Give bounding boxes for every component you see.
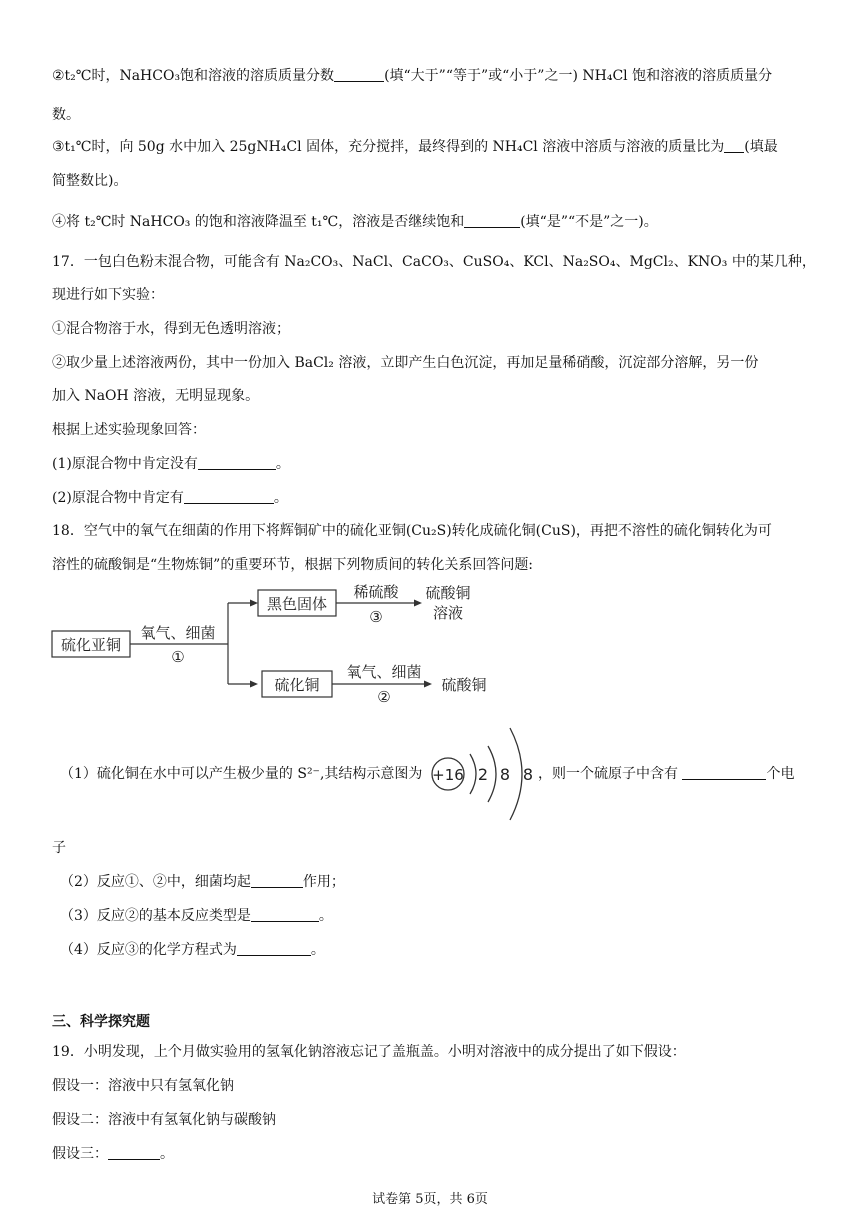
- label-product-top-1: 硫酸铜: [425, 584, 471, 602]
- q18-sub3-text-b: 。: [318, 908, 333, 924]
- label-cond2: 氧气、细菌: [346, 663, 422, 681]
- q18-sub4: [60, 940, 325, 960]
- q17-experiment-2-line1: ②取少量上述溶液两份，其中一份加入 BaCl₂ 溶液，立即产生白色沉淀，再加足量稀硝酸，沉淀部分溶解，另一份: [52, 355, 759, 371]
- arrowhead-3: [414, 600, 422, 607]
- conversion-diagram: [50, 580, 520, 710]
- q16-part3-text-b: (填最: [744, 139, 778, 155]
- q16-part3-line2: 简整数比)。: [52, 173, 128, 189]
- q18-sub1-line2: 子: [52, 840, 66, 856]
- q16-part2-text-a: ②t₂℃时，NaHCO₃饱和溶液的溶质质量分数: [52, 68, 335, 84]
- answer-blank[interactable]: [237, 941, 311, 956]
- answer-blank[interactable]: [334, 67, 384, 82]
- q18-sub1-text-c: 个电: [766, 766, 795, 782]
- shell-electrons-3: 8: [522, 765, 534, 784]
- shell-arc-2: [488, 746, 496, 802]
- q18-sub1-line1: [60, 764, 422, 784]
- section-heading: 三、科学探究题: [52, 1014, 150, 1030]
- q18-stem-line2: 溶性的硫酸铜是“生物炼铜”的重要环节，根据下列物质间的转化关系回答问题:: [52, 557, 534, 573]
- label-num3: ③: [369, 608, 383, 626]
- answer-blank[interactable]: [464, 213, 520, 228]
- q17-prompt: 根据上述实验现象回答：: [52, 422, 206, 438]
- q19-hypothesis-1: 假设一：溶液中只有氢氧化钠: [52, 1078, 234, 1094]
- q19-hypothesis-3: [52, 1144, 174, 1164]
- q16-part2-line2: 数。: [52, 107, 80, 123]
- label-num1: ①: [171, 648, 185, 666]
- answer-blank[interactable]: [251, 873, 303, 888]
- q18-sub1-text-b: ，则一个硫原子中含有: [538, 766, 678, 782]
- q16-part3-text-a: ③t₁℃时，向 50g 水中加入 25gNH₄Cl 固体，充分搅拌，最终得到的 NH₄Cl 溶液中溶质与溶液的质量比为: [52, 139, 725, 155]
- q16-part4: [52, 212, 658, 232]
- answer-blank[interactable]: [184, 489, 274, 504]
- q17-sub2-text: (2)原混合物中肯定有: [52, 490, 184, 506]
- period: 。: [275, 456, 290, 472]
- q19-h3-text-b: 。: [160, 1146, 174, 1162]
- page-footer: 试卷第 5页，共 6页: [372, 1192, 488, 1207]
- label-product-bottom: 硫酸铜: [441, 676, 487, 694]
- q18-stem-line1: 18．空气中的氧气在细菌的作用下将辉铜矿中的硫化亚铜(Cu₂S)转化成硫化铜(CuS)，再把不溶性的硫化铜转化为可: [52, 523, 772, 539]
- label-num2: ②: [377, 688, 391, 706]
- sulfide-ion-structure-diagram: [430, 724, 538, 824]
- q18-sub3-text-a: （3）反应②的基本反应类型是: [60, 908, 251, 924]
- q17-sub1-text: (1)原混合物中肯定没有: [52, 456, 198, 472]
- q18-sub4-text-b: 。: [310, 942, 325, 958]
- q16-part4-text-b: (填“是”“不是”之一)。: [520, 214, 658, 230]
- q16-part4-text-a: ④将 t₂℃时 NaHCO₃ 的饱和溶液降温至 t₁℃，溶液是否继续饱和: [52, 214, 465, 230]
- label-black-solid: 黑色固体: [266, 595, 328, 613]
- q18-sub1-text-a: （1）硫化铜在水中可以产生极少量的 S²⁻,其结构示意图为: [60, 766, 423, 782]
- label-cond1: 氧气、细菌: [140, 624, 216, 642]
- arrowhead-2: [424, 681, 432, 688]
- shell-arc-1: [470, 754, 476, 794]
- q18-sub2-text-a: （2）反应①、②中，细菌均起: [60, 874, 251, 890]
- label-cond3: 稀硫酸: [353, 583, 399, 601]
- shell-electrons-2: 8: [499, 765, 511, 784]
- arrowhead-bottom: [250, 681, 258, 688]
- answer-blank[interactable]: [108, 1145, 160, 1160]
- answer-blank[interactable]: [251, 907, 319, 922]
- shell-electrons-1: 2: [477, 765, 489, 784]
- nucleus-charge: +16: [432, 766, 464, 784]
- q17-experiment-1: ①混合物溶于水，得到无色透明溶液；: [52, 321, 290, 337]
- q17-experiment-2-line2: 加入 NaOH 溶液，无明显现象。: [52, 388, 260, 404]
- q17-stem-line2: 现进行如下实验：: [52, 287, 164, 303]
- label-product-top-2: 溶液: [432, 604, 464, 622]
- q17-sub2: [52, 488, 288, 508]
- q19-hypothesis-2: 假设二：溶液中有氢氧化钠与碳酸钠: [52, 1112, 276, 1128]
- answer-blank[interactable]: [682, 765, 766, 780]
- q19-stem: 19．小明发现，上个月做实验用的氢氧化钠溶液忘记了盖瓶盖。小明对溶液中的成分提出了如下假设：: [52, 1044, 686, 1060]
- label-copper-sulfide: 硫化铜: [274, 676, 320, 694]
- shell-arc-3: [510, 728, 522, 820]
- q19-h3-text-a: 假设三：: [52, 1146, 108, 1162]
- q18-sub3: [60, 906, 333, 926]
- q18-sub2-text-b: 作用；: [302, 874, 345, 890]
- q17-stem-line1: 17．一包白色粉末混合物，可能含有 Na₂CO₃、NaCl、CaCO₃、CuSO₄、KCl、Na₂SO₄、MgCl₂、KNO₃ 中的某几种，: [52, 254, 816, 270]
- arrowhead-top: [250, 600, 258, 607]
- period: 。: [273, 490, 288, 506]
- answer-blank[interactable]: [198, 455, 276, 470]
- q16-part2-text-b: (填“大于”“等于”或“小于”之一) NH₄Cl 饱和溶液的溶质质量分: [384, 68, 773, 84]
- answer-blank[interactable]: [724, 138, 744, 153]
- q18-sub1-line1-tail: [538, 764, 794, 784]
- q17-sub1: [52, 454, 290, 474]
- q18-sub4-text-a: （4）反应③的化学方程式为: [60, 942, 237, 958]
- q16-part2-line1: [52, 66, 772, 86]
- q18-sub2: [60, 872, 345, 892]
- q16-part3-line1: [52, 137, 778, 157]
- label-start: 硫化亚铜: [60, 636, 122, 654]
